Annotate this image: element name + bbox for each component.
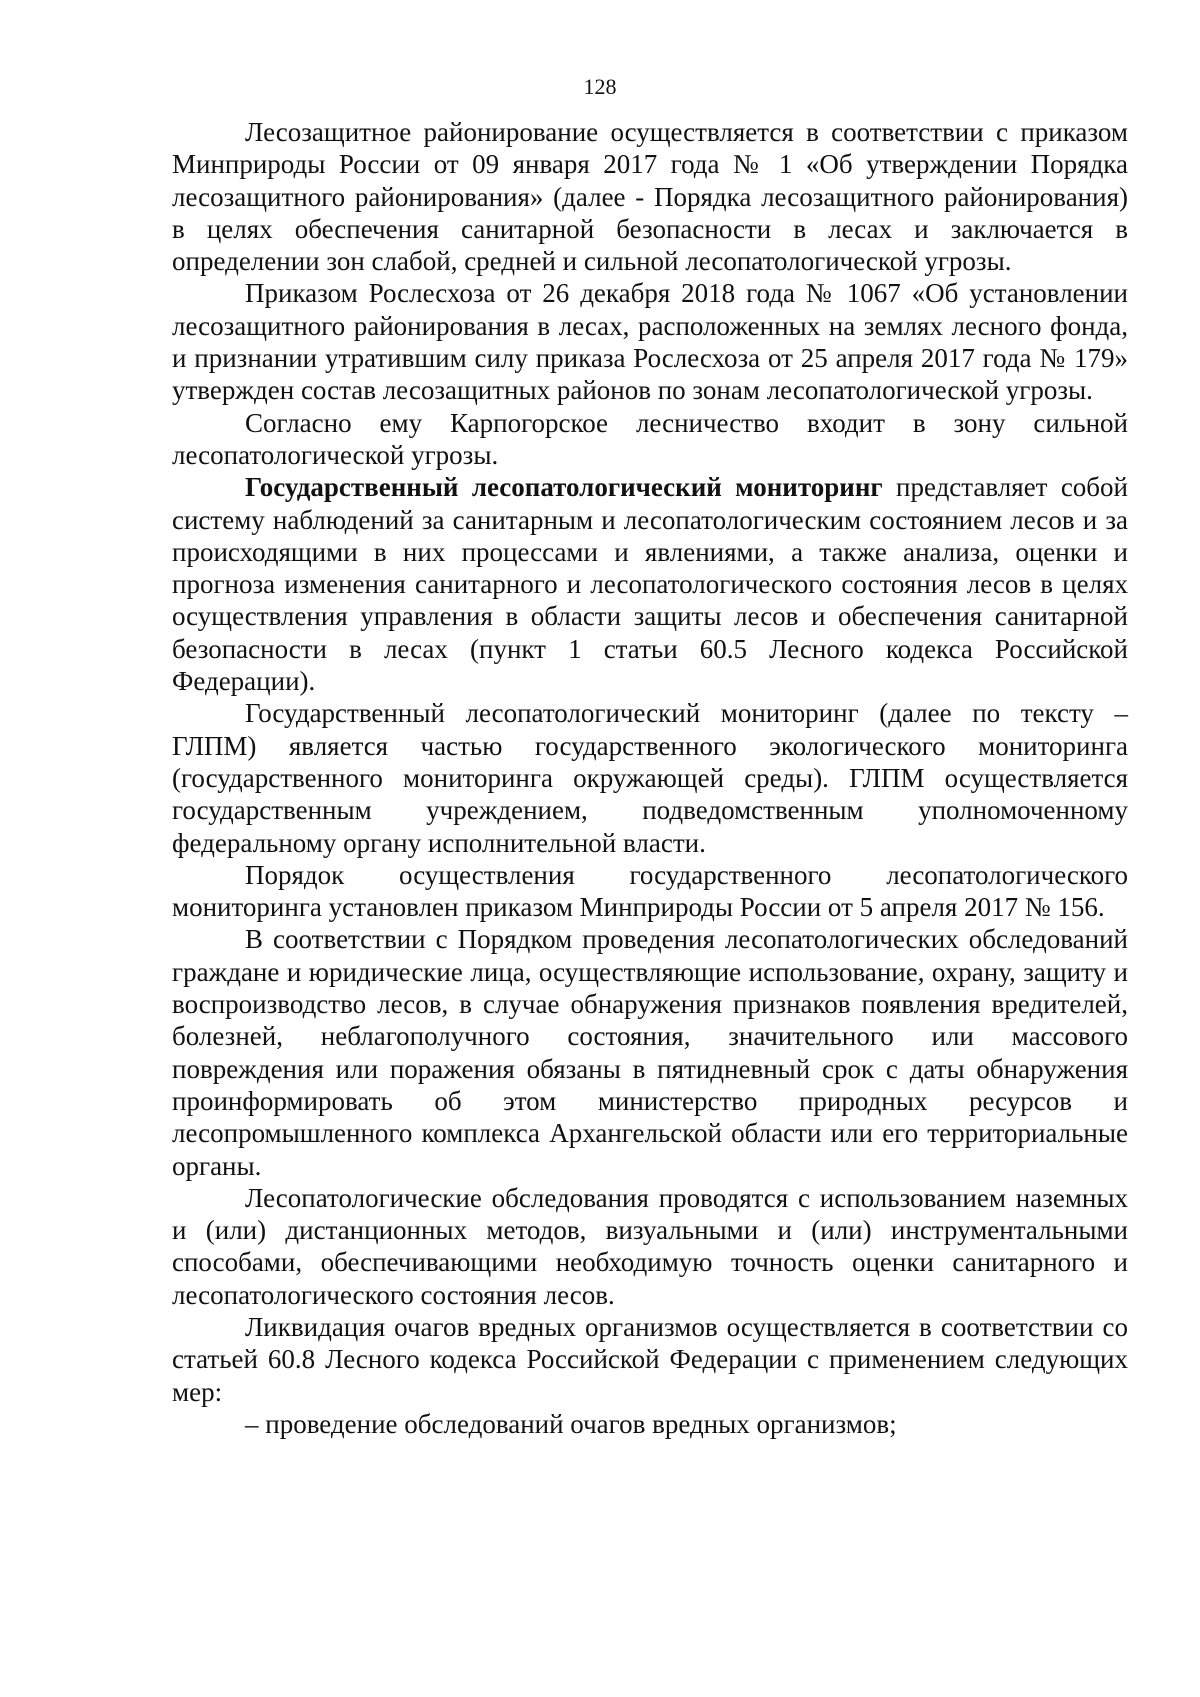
paragraph-state-monitoring-definition (172, 471, 1128, 697)
list-item: – проведение обследований очагов вредных организмов; (245, 1408, 897, 1439)
document-body (172, 116, 1128, 1440)
paragraph-monitoring-procedure: Порядок осуществления государственного лесопатологического мониторинга установлен приказом Минприроды России от 5 апреля 2017 № 156. (172, 859, 1128, 923)
page-number: 128 (583, 74, 617, 99)
bold-term: Государственный лесопатологический мониторинг (245, 472, 883, 503)
paragraph-inspection-obligations: В соответствии с Порядком проведения лесопатологических обследований граждане и юридические лица, осуществляющие использование, охрану, защиту и воспроизводство лесов, в случае обнаружения признаков появления вредителей, болезней, неблагополучного состояния, значительного или массового повреждения или поражения обязаны в пятидневный срок с даты обнаружения проинформировать об этом министерство природных ресурсов и лесопромышленного комплекса Архангельской области или его территориальные органы. (172, 924, 1128, 1181)
paragraph-rosleshoz-order: Приказом Рослесхоза от 26 декабря 2018 года № 1067 «Об установлении лесозащитного районирования в лесах, расположенных на землях лесного фонда, и признании утратившим силу приказа Рослесхоза от 25 апреля 2017 года № 179» утвержден состав лесозащитных районов по зонам лесопатологической угрозы. (172, 278, 1128, 406)
paragraph-inspection-methods: Лесопатологические обследования проводятся с использованием наземных и (или) дистанционных методов, визуальными и (или) инструментальными способами, обеспечивающими необходимую точность оценки санитарного и лесопатологического состояния лесов. (172, 1182, 1128, 1310)
paragraph-forest-protection-zoning: Лесозащитное районирование осуществляется в соответствии с приказом Минприроды России от 09 января 2017 года № 1 «Об утверждении Порядка лесозащитного районирования» (далее - Порядка лесозащитного районирования) в целях обеспечения санитарной безопасности в лесах и заключается в определении зон слабой, средней и сильной лесопатологической угрозы. (172, 117, 1128, 277)
paragraph-text: представляет собой систему наблюдений за санитарным и лесопатологическим состоянием лесов и за происходящими в них процессами и явлениями, а также анализа, оценки и прогноза изменения санитарного и лесопатологического состояния лесов в целях осуществления управления в области защиты лесов и обеспечения санитарной безопасности в лесах (пункт 1 статьи 60.5 Лесного кодекса Российской Федерации). (172, 472, 1128, 697)
paragraph-karpogorskoe-zone: Согласно ему Карпогорское лесничество входит в зону сильной лесопатологической угрозы. (172, 407, 1128, 470)
paragraph-glpm: Государственный лесопатологический мониторинг (далее по тексту – ГЛПМ) является частью государственного экологического мониторинга (государственного мониторинга окружающей среды). ГЛПМ осуществляется государственным учреждением, подведомственным уполномоченному федеральному органу исполнительной власти. (172, 698, 1128, 858)
paragraph-pest-elimination: Ликвидация очагов вредных организмов осуществляется в соответствии со статьей 60.8 Лесного кодекса Российской Федерации с применением следующих мер: (172, 1311, 1128, 1407)
